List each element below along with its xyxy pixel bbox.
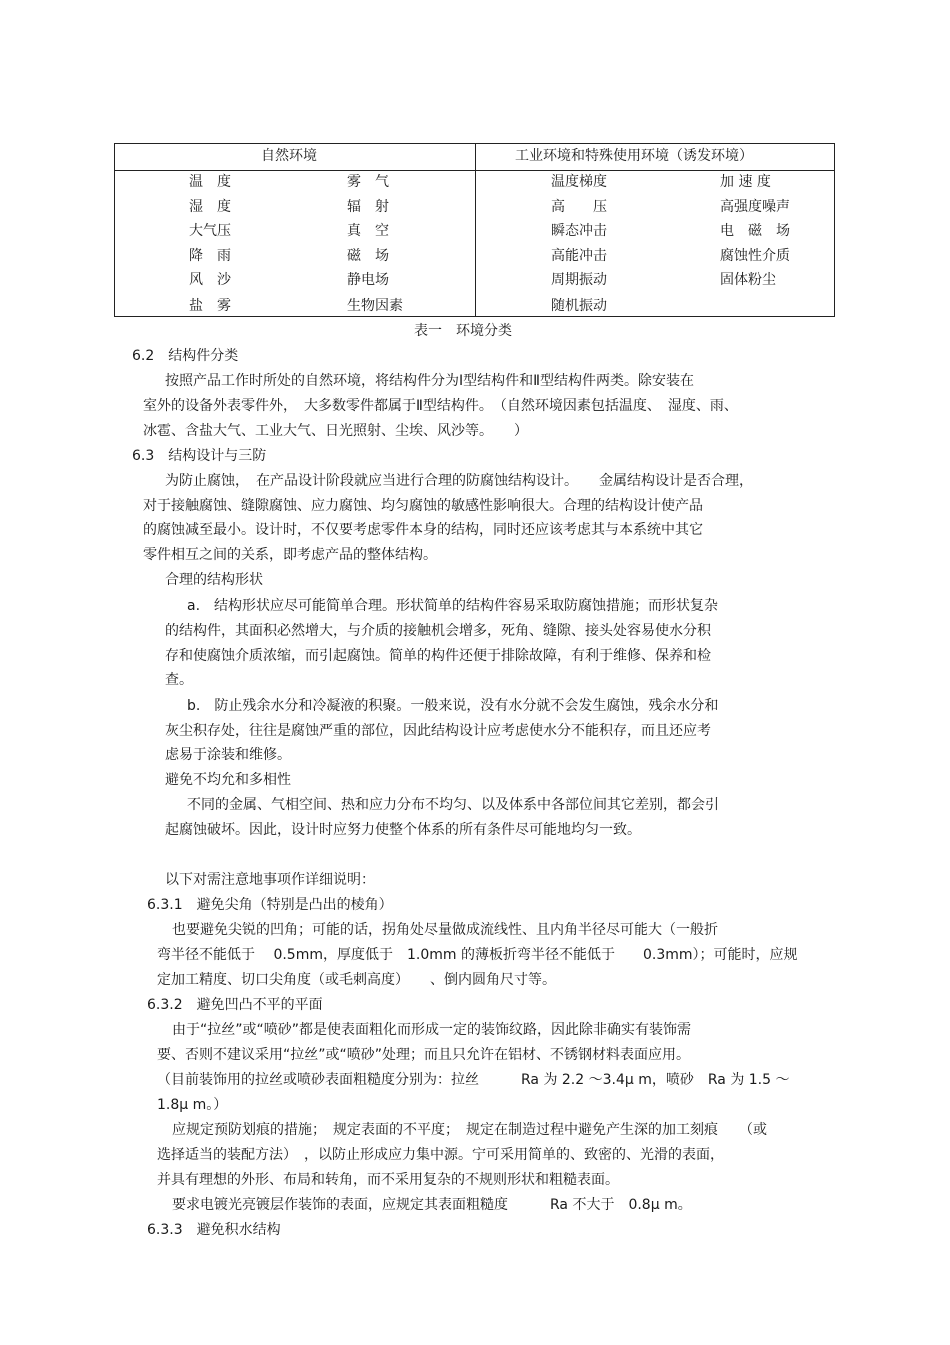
paragraph-line: 要求电镀光亮镀层作装饰的表面，应规定其表面粗糙度 Ra 不大于 0.8μ m。 xyxy=(172,1197,692,1213)
environment-table xyxy=(114,143,835,317)
paragraph-line: 冰雹、含盐大气、工业大气、日光照射、尘埃、风沙等。 ） xyxy=(143,423,528,439)
table-cell: 随机振动 xyxy=(551,298,607,314)
paragraph-line: a. 结构形状应尽可能简单合理。形状简单的结构件容易采取防腐蚀措施；而形状复杂 xyxy=(187,598,719,614)
paragraph-line: 不同的金属、气相空间、热和应力分布不均匀、以及体系中各部位间其它差别，都会引 xyxy=(187,797,719,813)
table-cell: 盐 雾 xyxy=(189,298,231,314)
table-cell: 磁 场 xyxy=(347,248,389,264)
paragraph-line: （目前装饰用的拉丝或喷砂表面粗糙度分别为：拉丝 Ra 为 2.2 ～3.4μ m，喷砂 Ra 为 1.5 ～ xyxy=(157,1072,790,1088)
section-heading: 6.3.3 避免积水结构 xyxy=(147,1222,281,1238)
table-cell: 温度梯度 xyxy=(551,174,607,190)
paragraph-line: 室外的设备外表零件外， 大多数零件都属于Ⅱ型结构件。 （自然环境因素包括温度、 湿度、雨、 xyxy=(143,398,738,414)
table-cell: 大气压 xyxy=(189,223,231,239)
subheading: 合理的结构形状 xyxy=(165,572,263,588)
table-header-industrial: 工业环境和特殊使用环境（诱发环境） xyxy=(515,148,753,164)
table-cell: 瞬态冲击 xyxy=(551,223,607,239)
paragraph-line: 定加工精度、切口尖角度（或毛刺高度） 、倒内圆角尺寸等。 xyxy=(157,972,556,988)
paragraph-line: 的结构件，其面积必然增大，与介质的接触机会增多，死角、缝隙、接头处容易使水分积 xyxy=(165,623,711,639)
table-cell: 高 压 xyxy=(551,199,607,215)
paragraph-line: 应规定预防划痕的措施； 规定表面的不平度； 规定在制造过程中避免产生深的加工刻痕 （或 xyxy=(172,1122,767,1138)
table-cell: 生物因素 xyxy=(347,298,403,314)
table-cell: 固体粉尘 xyxy=(720,272,776,288)
table-cell: 温 度 xyxy=(189,174,231,190)
section-heading: 6.3.1 避免尖角（特别是凸出的棱角） xyxy=(147,897,393,913)
table-cell: 雾 气 xyxy=(347,174,389,190)
paragraph-line: 对于接触腐蚀、缝隙腐蚀、应力腐蚀、均匀腐蚀的敏感性影响很大。合理的结构设计使产品 xyxy=(143,498,703,514)
table-cell: 辐 射 xyxy=(347,199,389,215)
subheading: 避免不均允和多相性 xyxy=(165,772,291,788)
paragraph-line: 并具有理想的外形、布局和转角，而不采用复杂的不规则形状和粗糙表面。 xyxy=(157,1172,619,1188)
table-caption: 表一 环境分类 xyxy=(414,323,512,339)
section-heading: 6.3.2 避免凹凸不平的平面 xyxy=(147,997,323,1013)
paragraph-line: 1.8μ m。） xyxy=(157,1097,228,1113)
paragraph-line: 灰尘积存处，往往是腐蚀严重的部位，因此结构设计应考虑使水分不能积存，而且还应考 xyxy=(165,723,711,739)
paragraph-line: 虑易于涂装和维修。 xyxy=(165,747,291,763)
paragraph-line: 按照产品工作时所处的自然环境，将结构件分为Ⅰ型结构件和Ⅱ型结构件两类。除安装在 xyxy=(165,373,695,389)
table-header-natural: 自然环境 xyxy=(261,148,317,164)
paragraph-line: 也要避免尖锐的凹角；可能的话，拐角处尽量做成流线性、且内角半径尽可能大（一般折 xyxy=(172,922,718,938)
paragraph-line: 以下对需注意地事项作详细说明： xyxy=(165,872,375,888)
paragraph-line: b. 防止残余水分和冷凝液的积聚。一般来说，没有水分就不会发生腐蚀，残余水分和 xyxy=(187,698,719,714)
paragraph-line: 查。 xyxy=(165,672,193,688)
table-cell: 风 沙 xyxy=(189,272,231,288)
table-cell: 真 空 xyxy=(347,223,389,239)
paragraph-line: 弯半径不能低于 0.5mm，厚度低于 1.0mm 的薄板折弯半径不能低于 0.3mm）；可能时，应规 xyxy=(157,947,798,963)
table-cell: 周期振动 xyxy=(551,272,607,288)
section-heading: 6.2 结构件分类 xyxy=(132,348,239,364)
table-cell: 电 磁 场 xyxy=(720,223,790,239)
paragraph-line: 起腐蚀破坏。因此，设计时应努力使整个体系的所有条件尽可能地均匀一致。 xyxy=(165,822,641,838)
paragraph-line: 由于“拉丝”或“喷砂”都是使表面粗化而形成一定的装饰纹路，因此除非确实有装饰需 xyxy=(172,1022,692,1038)
paragraph-line: 的腐蚀减至最小。设计时，不仅要考虑零件本身的结构，同时还应该考虑其与本系统中其它 xyxy=(143,522,703,538)
paragraph-line: 零件相互之间的关系，即考虑产品的整体结构。 xyxy=(143,547,437,563)
paragraph-line: 存和使腐蚀介质浓缩，而引起腐蚀。简单的构件还便于排除故障，有利于维修、保养和检 xyxy=(165,648,711,664)
table-cell: 加 速 度 xyxy=(720,174,771,190)
paragraph-line: 要、否则不建议采用“拉丝”或“喷砂”处理；而且只允许在铝材、不锈钢材料表面应用。 xyxy=(157,1047,691,1063)
table-cell: 静电场 xyxy=(347,272,389,288)
table-cell: 降 雨 xyxy=(189,248,231,264)
table-cell: 高能冲击 xyxy=(551,248,607,264)
paragraph-line: 选择适当的装配方法） ，以防止形成应力集中源。宁可采用简单的、致密的、光滑的表面， xyxy=(157,1147,724,1163)
section-heading: 6.3 结构设计与三防 xyxy=(132,448,267,464)
table-cell: 腐蚀性介质 xyxy=(720,248,790,264)
table-divider-horizontal xyxy=(115,170,834,171)
table-cell: 高强度噪声 xyxy=(720,199,790,215)
paragraph-line: 为防止腐蚀， 在产品设计阶段就应当进行合理的防腐蚀结构设计。 金属结构设计是否合理， xyxy=(165,473,753,489)
table-cell: 湿 度 xyxy=(189,199,231,215)
